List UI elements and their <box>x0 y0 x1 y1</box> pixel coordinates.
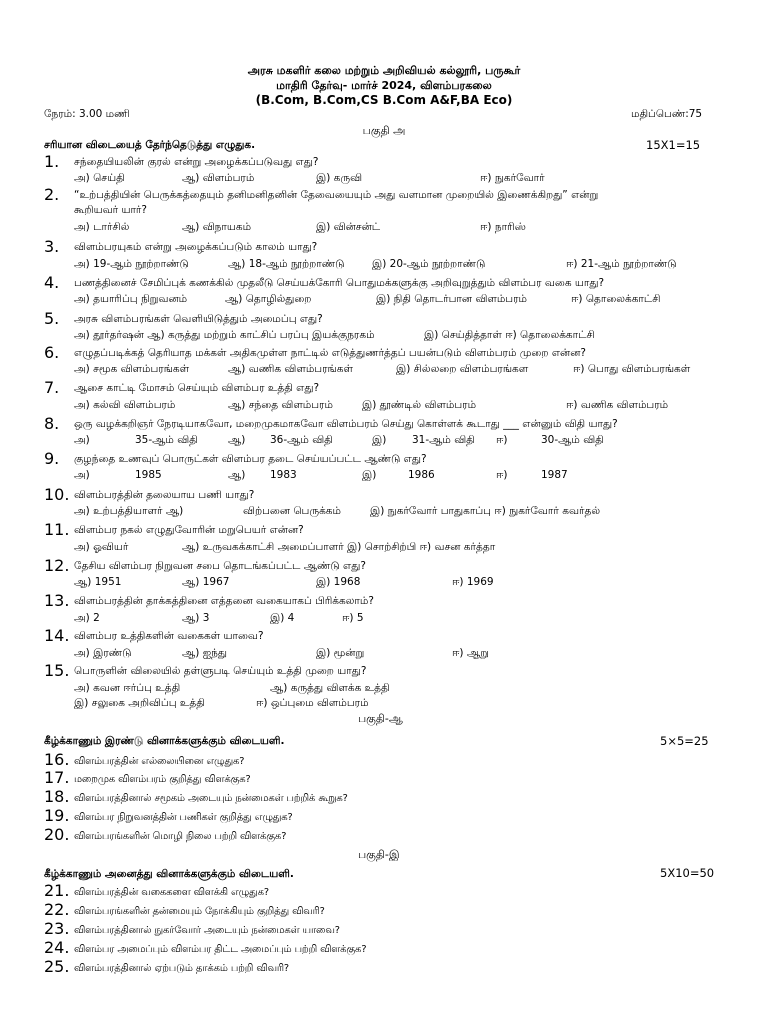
exam-duration: நேரம்: 3.00 மணி <box>44 108 130 120</box>
question-text: விளம்பரத்தினால் சமூகம் அடையும் நன்மைகள் பற்றிக் கூறுக? <box>74 793 348 804</box>
option: இ) சலுகை அறிவிப்பு உத்தி <box>74 697 205 709</box>
option: 30-ஆம் விதி <box>541 434 604 446</box>
question-text: விளம்பரயுகம் என்று அழைக்கப்படும் காலம் யாது? <box>74 241 318 253</box>
question-number: 9. <box>44 449 60 468</box>
option: ஆ) ஐந்து <box>182 647 227 659</box>
option: அ) 19-ஆம் நூற்றாண்டு <box>74 258 189 270</box>
option: ஆ) உருவகக்காட்சி அமைப்பாளர் இ) சொற்சிற்பி ஈ) வசன கர்த்தா <box>182 541 496 553</box>
question-text: பொருளின் விலையில் தள்ளுபடி செய்யும் உத்தி முறை யாது? <box>74 665 367 677</box>
option: ஈ) பொது விளம்பரங்கள் <box>573 363 691 375</box>
question-text: பணத்தினைச் சேமிப்புக் கணக்கில் முதலீடு செய்யக்கோரி பொதுமக்களுக்கு அறிவுறுத்தும் விளம்பர வகை யாது? <box>74 277 605 289</box>
option: ஈ) நுகர்வோர் <box>480 172 545 184</box>
question-number: 24. <box>44 938 70 957</box>
option-label: ஆ) <box>228 434 246 446</box>
option: அ) செய்தி <box>74 172 125 184</box>
option: ஈ) நாரிஸ் <box>480 221 526 233</box>
option: ஆ) சந்தை விளம்பரம் <box>228 399 333 411</box>
option-label: அ) <box>74 434 90 446</box>
option: ஆ) 18-ஆம் நூற்றாண்டு <box>228 258 345 270</box>
option: ஈ) 21-ஆம் நூற்றாண்டு <box>566 258 677 270</box>
question-number: 15. <box>44 661 70 680</box>
question-number: 5. <box>44 309 60 328</box>
option: 36-ஆம் விதி <box>270 434 333 446</box>
question-number: 14. <box>44 626 70 645</box>
option: 1987 <box>541 469 568 481</box>
question-text: விளம்பரங்களின் தன்மையும் நோக்கியும் குறித்து விவரி? <box>74 906 325 917</box>
question-number: 2. <box>44 185 60 204</box>
question-number: 11. <box>44 520 70 539</box>
question-text: விளம்பரத்தின் தாக்கத்தினை எத்தனை வகையாகப் பிரிக்கலாம்? <box>74 595 374 607</box>
option: அ) கல்வி விளம்பரம் <box>74 399 176 411</box>
part-c-marks: 5X10=50 <box>660 866 715 880</box>
option: அ) இரண்டு <box>74 647 132 659</box>
option: 1983 <box>270 469 297 481</box>
option-label: இ) <box>362 469 377 481</box>
option: ஈ) 1969 <box>452 576 494 588</box>
question-number: 8. <box>44 414 60 433</box>
option: ஈ) வணிக விளம்பரம் <box>566 399 669 411</box>
part-b-instruction: கீழ்க்காணும் இரண்டு வினாக்களுக்கும் விடையளி. <box>44 735 285 747</box>
question-number: 16. <box>44 750 70 769</box>
option: இ) 4 <box>270 612 295 624</box>
question-text: ஆசை காட்டி மோசம் செய்யும் விளம்பர உத்தி எது? <box>74 382 320 394</box>
option: அ) 2 <box>74 612 100 624</box>
question-text: “உற்பத்தியின் பெருக்கத்தையும் தனிமனிதனின் தேவையையும் அது வளமான முறையில் இணைக்கிறது” என்று <box>74 189 599 201</box>
question-text: அரசு விளம்பரங்கள் வெளியிடுத்தும் அமைப்பு எது? <box>74 313 323 325</box>
option: இ) செய்தித்தாள் ஈ) தொலைக்காட்சி <box>424 329 595 341</box>
option: இ) சில்லறை விளம்பரங்கள <box>396 363 529 375</box>
option: ஆ) விநாயகம் <box>182 221 252 233</box>
college-name: அரசு மகளிர் கலை மற்றும் அறிவியல் கல்லூரி, பருகூர் <box>247 64 521 77</box>
question-number: 21. <box>44 881 70 900</box>
option: 35-ஆம் விதி <box>135 434 198 446</box>
question-text: விளம்பர உத்திகளின் வகைகள் யாவை? <box>74 630 264 642</box>
option: அ) ஓவியர் <box>74 541 129 553</box>
option-label: அ) <box>74 469 90 481</box>
option: 1985 <box>135 469 162 481</box>
course-list: (B.Com, B.Com,CS B.Com A&F,BA Eco) <box>255 93 513 107</box>
question-text: விளம்பரத்தினால் நுகர்வோர் அடையும் நன்மைகள் யாவை? <box>74 925 340 936</box>
option: 31-ஆம் விதி <box>412 434 475 446</box>
option: அ) கவன ஈர்ப்பு உத்தி <box>74 682 181 694</box>
question-text-continued: கூறியவர் யார்? <box>74 204 147 216</box>
option: ஈ) ஆறு <box>452 647 489 659</box>
option: ஆ) கருத்து விளக்க உத்தி <box>270 682 390 694</box>
option: ஈ) ஒப்புமை விளம்பரம் <box>256 697 369 709</box>
question-text: விளம்பரத்தினால் ஏற்படும் தாக்கம் பற்றி விவரி? <box>74 963 290 974</box>
option-label: ஈ) <box>496 434 508 446</box>
question-number: 1. <box>44 152 60 171</box>
question-text: விளம்பர நகல் எழுதுவோரின் மறுபெயர் என்ன? <box>74 524 304 536</box>
part-a-instruction: சரியான விடையைத் தேர்ந்தெடுத்து எழுதுக. <box>44 139 256 151</box>
part-b-marks: 5×5=25 <box>660 734 709 748</box>
option: அ) தயாரிப்பு நிறுவனம் <box>74 293 188 305</box>
question-number: 6. <box>44 343 60 362</box>
question-text: விளம்பர நிறுவனத்தின் பணிகள் குறித்து எழுதுக? <box>74 812 293 823</box>
question-text: விளம்பரங்களின் மொழி நிலை பற்றி விளக்குக? <box>74 831 287 842</box>
question-text: விளம்பர அமைப்பும் விளம்பர திட்ட அமைப்பும் பற்றி விளக்குக? <box>74 944 367 955</box>
part-b-title: பகுதி-ஆ <box>358 712 403 725</box>
option: ஆ) வணிக விளம்பரங்கள் <box>228 363 353 375</box>
option: அ) சமூக விளம்பரங்கள் <box>74 363 190 375</box>
option: ஆ) தொழில்துறை <box>225 293 312 305</box>
question-text: குழந்தை உணவுப் பொருட்கள் விளம்பர தடை செய்யப்பட்ட ஆண்டு எது? <box>74 453 427 465</box>
question-number: 22. <box>44 900 70 919</box>
exam-title: மாதிரி தேர்வு- மார்ச் 2024, விளம்பரகலை <box>276 79 492 92</box>
option: இ) தூண்டில் விளம்பரம் <box>362 399 477 411</box>
question-number: 13. <box>44 591 70 610</box>
question-text: விளம்பரத்தின் வகைகளை விளக்கி எழுதுக? <box>74 887 270 898</box>
question-number: 7. <box>44 378 60 397</box>
part-a-title: பகுதி அ <box>362 124 406 137</box>
option: அ) உற்பத்தியாளர் ஆ) <box>74 505 184 517</box>
question-text: எழுதப்படிக்கத் தெரியாத மக்கள் அதிகமுள்ள நாட்டில் எடுத்துணர்த்தப் பயன்படும் விளம்பரம் முறை என்ன? <box>74 347 586 359</box>
question-number: 12. <box>44 556 70 575</box>
question-number: 25. <box>44 957 70 976</box>
part-c-title: பகுதி-இ <box>358 848 400 861</box>
option: இ) 1968 <box>316 576 361 588</box>
option: விற்பனை பெருக்கம் <box>243 505 341 517</box>
question-number: 18. <box>44 787 70 806</box>
option: அ) தூர்தர்ஷன் ஆ) கருத்து மற்றும் காட்சிப் பரப்பு இயக்குநரகம் <box>74 329 375 341</box>
question-number: 4. <box>44 273 60 292</box>
question-number: 20. <box>44 825 70 844</box>
part-a-marks: 15X1=15 <box>646 138 701 152</box>
option: இ) கருவி <box>316 172 363 184</box>
question-text: ஒரு வழக்கறிஞர் நேரடியாகவோ, மறைமுகமாகவோ விளம்பரம் செய்து கொள்ளக் கூடாது ___ என்னும் விதி யாது? <box>74 418 618 430</box>
option: இ) வின்சன்ட் <box>316 221 381 233</box>
option: இ) நிதி தொடர்பான விளம்பரம் <box>376 293 527 305</box>
question-text: விளம்பரத்தின் தலையாய பணி யாது? <box>74 489 255 501</box>
question-text: தேசிய விளம்பர நிறுவன சபை தொடங்கப்பட்ட ஆண்டு எது? <box>74 560 366 572</box>
option: ஆ) 1951 <box>74 576 122 588</box>
option: அ) டார்சில் <box>74 221 130 233</box>
option-label: ஆ) <box>228 469 246 481</box>
question-number: 10. <box>44 485 70 504</box>
question-number: 19. <box>44 806 70 825</box>
question-text: சந்தையியலின் குரல் என்று அழைக்கப்படுவது எது? <box>74 156 319 168</box>
option: ஆ) 1967 <box>182 576 230 588</box>
option-label: ஈ) <box>496 469 508 481</box>
option: ஆ) விளம்பரம் <box>182 172 255 184</box>
question-text: மறைமுக விளம்பரம் குறித்து விளக்குக? <box>74 774 251 785</box>
option: இ) நுகர்வோர் பாதுகாப்பு ஈ) நுகர்வோர் கவர்தல் <box>370 505 601 517</box>
option: ஈ) தொலைக்காட்சி <box>571 293 661 305</box>
question-number: 23. <box>44 919 70 938</box>
option: ஈ) 5 <box>342 612 364 624</box>
max-marks: மதிப்பெண்:75 <box>631 108 703 120</box>
option-label: இ) <box>372 434 387 446</box>
option: இ) 20-ஆம் நூற்றாண்டு <box>372 258 486 270</box>
question-number: 3. <box>44 237 60 256</box>
option: இ) மூன்று <box>316 647 365 659</box>
part-c-instruction: கீழ்க்காணும் அனைத்து வினாக்களுக்கும் விடையளி. <box>44 868 294 880</box>
option: 1986 <box>408 469 435 481</box>
question-text: விளம்பரத்தின் எல்லையினை எழுதுக? <box>74 756 245 767</box>
option: ஆ) 3 <box>182 612 210 624</box>
question-number: 17. <box>44 768 70 787</box>
